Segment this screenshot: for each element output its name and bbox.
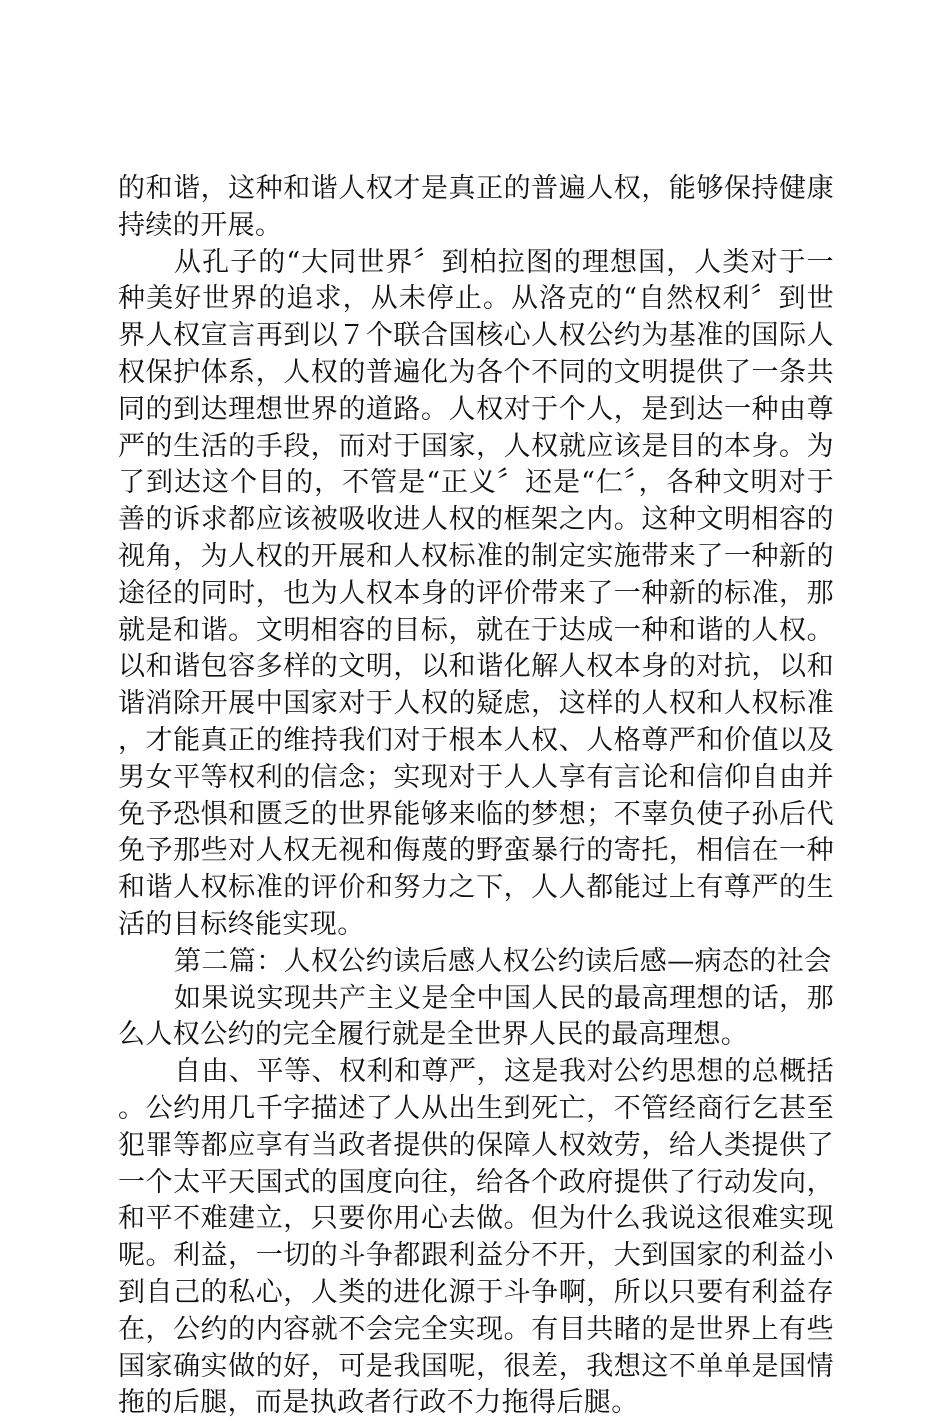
paragraph-freedom-equality: 自由、平等、权利和尊严，这是我对公约思想的总概括。公约用几千字描述了人从出生到死亡，不管经商行乞甚至犯罪等都应享有当政者提供的保障人权效劳，给人类提供了一个太平天国式的国度向往，给各个政府提供了行动发向，和平不难建立，只要你用心去做。但为什么我说这很难实现呢。利益，一切的斗争都跟利益分不开，大到国家的利益小到自己的私心，人类的进化源于斗争啊，所以只要有利益存在，公约的内容就不会完全实现。有目共睹的是世界上有些国家确实做的好，可是我国呢，很差，我想这不单单是国情拖的后腿，而是执政者行政不力拖得后腿。	[118, 1056, 834, 1419]
paragraph-human-rights-harmony: 从孔子的“大同世界〞到柏拉图的理想国，人类对于一种美好世界的追求，从未停止。从洛克的“自然权利〞到世界人权宣言再到以７个联合国核心人权公约为基准的国际人权保护体系，人权的普遍化为各个不同的文明提供了一条共同的到达理想世界的道路。人权对于个人，是到达一种由尊严的生活的手段，而对于国家，人权就应该是目的本身。为了到达这个目的，不管是“正义〞还是“仁〞，各种文明对于善的诉求都应该被吸收进人权的框架之内。这种文明相容的视角，为人权的开展和人权标准的制定实施带来了一种新的途径的同时，也为人权本身的评价带来了一种新的标准，那就是和谐。文明相容的目标，就在于达成一种和谐的人权。以和谐包容多样的文明，以和谐化解人权本身的对抗，以和谐消除开展中国家对于人权的疑虑，这样的人权和人权标准，才能真正的维持我们对于根本人权、人格尊严和价值以及男女平等权利的信念；实现对于人人享有言论和信仰自由并免予恐惧和匮乏的世界能够来临的梦想；不辜负使子孙后代免予那些对人权无视和侮蔑的野蛮暴行的寄托，相信在一种和谐人权标准的评价和努力之下，人人都能过上有尊严的生活的目标终能实现。	[118, 246, 834, 940]
document-body	[118, 171, 834, 1422]
paragraph-continued: 的和谐，这种和谐人权才是真正的普遍人权，能够保持健康持续的开展。	[118, 173, 834, 241]
section-heading: 第二篇：人权公约读后感人权公约读后感—病态的社会	[174, 945, 832, 977]
paragraph-highest-ideal: 如果说实现共产主义是全中国人民的最高理想的话，那么人权公约的完全履行就是全世界人民的最高理想。	[118, 982, 834, 1051]
